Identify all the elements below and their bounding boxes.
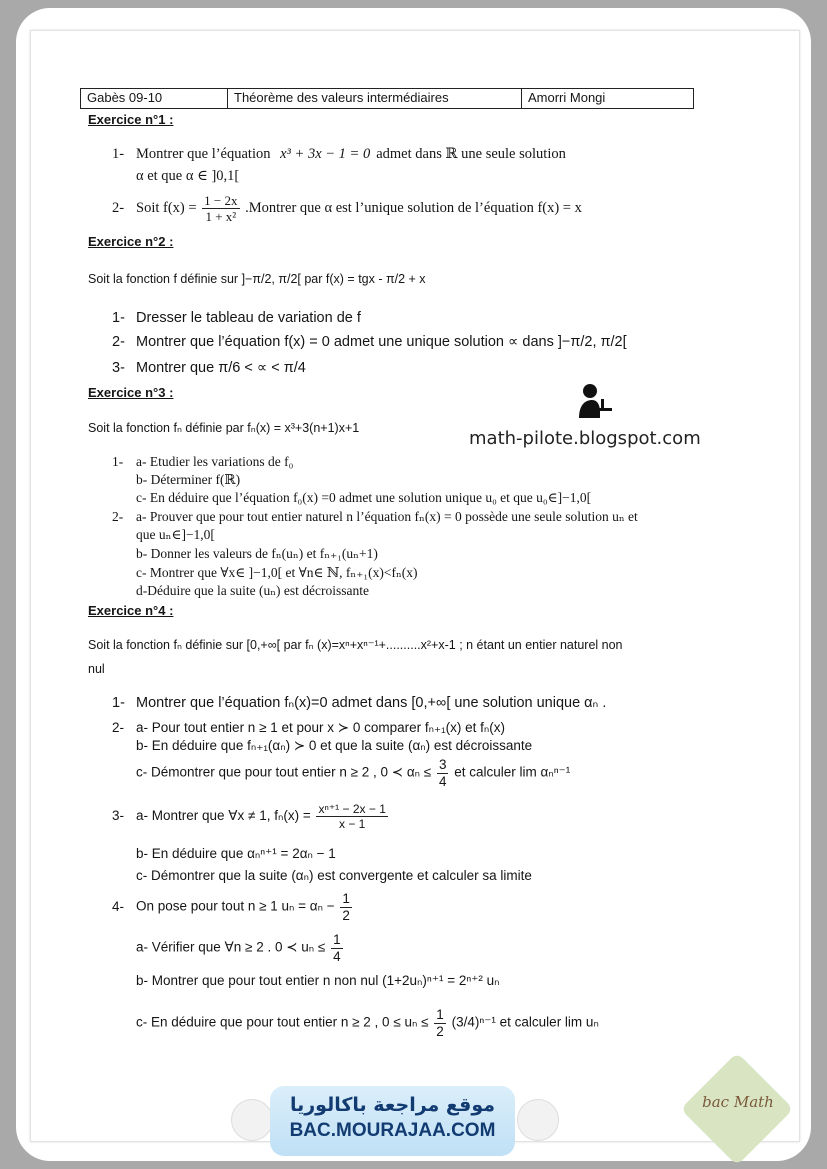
ex4-q3a (112, 803, 390, 830)
fraction (331, 933, 343, 963)
numerator: 1 (333, 932, 341, 947)
ex4-q3c: c- Démontrer que la suite (αₙ) est convergente et calculer sa limite (136, 868, 532, 883)
ex1-q2 (112, 194, 582, 223)
ex3-q2d: d-Déduire que la suite (uₙ) est décroissante (136, 583, 370, 598)
ex1-q1 (112, 146, 566, 163)
exercise-1-title: Exercice n°1 : (88, 112, 174, 127)
ex2-q1 (112, 310, 361, 326)
fraction (202, 194, 239, 223)
equation: x³ + 3x − 1 = 0 (280, 146, 371, 162)
fraction (316, 803, 387, 830)
site-url[interactable]: BAC.MOURAJAA.COM (289, 1120, 496, 1141)
text: Montrer que l’équation (136, 146, 271, 162)
item-number: 2- (112, 509, 124, 524)
header-table (80, 88, 694, 109)
text: a- Montrer que ∀x ≠ 1, fₙ(x) = (136, 808, 311, 824)
text: a- Etudier les variations de f₀ (136, 454, 294, 469)
ex4-q2b: b- En déduire que fₙ₊₁(αₙ) ≻ 0 et que la suite (αₙ) est décroissante (136, 738, 533, 753)
exercise-2-title: Exercice n°2 : (88, 234, 174, 249)
item-number: 4- (112, 898, 125, 914)
blog-url: math-pilote.blogspot.com (469, 428, 701, 449)
ex4-q3b: b- En déduire que αₙⁿ⁺¹ = 2αₙ − 1 (136, 846, 336, 861)
item-number: 2- (112, 720, 125, 735)
text: et calculer lim αₙⁿ⁻¹ (454, 764, 571, 780)
denominator: x − 1 (338, 817, 366, 831)
logo-text: bac Math (702, 1093, 774, 1111)
item-number: 1- (112, 454, 124, 469)
exercise-4-title: Exercice n°4 : (88, 603, 174, 618)
book-icon (517, 1099, 559, 1141)
ex4-q2c (136, 758, 570, 788)
text: Montrer que l’équation f(x) = 0 admet une unique solution ∝ dans ]−π/2, π/2[ (136, 334, 627, 350)
text: π/6 < ∝ < π/4 (218, 360, 306, 376)
ex4-q2a (112, 720, 505, 736)
item-number: 3- (112, 360, 125, 376)
text: .Montrer que α est l’unique solution de l’équation f(x) = x (245, 199, 582, 216)
text: π/2 + x (386, 272, 426, 286)
text: a- Vérifier que ∀n ≥ 2 . 0 ≺ uₙ ≤ (136, 939, 326, 955)
text: Soit la fonction f définie sur (88, 272, 239, 286)
text: c- En déduire que pour tout entier n ≥ 2 , 0 ≤ uₙ ≤ (136, 1014, 429, 1030)
ex4-intro-cont: nul (88, 662, 105, 676)
ex4-intro: Soit la fonction fₙ définie sur [0,+∞[ par fₙ (x)=xⁿ+xⁿ⁻¹+..........x²+x-1 ; n étant un entier naturel non (88, 638, 623, 652)
arabic-title: موقع مراجعة باكالوريا (289, 1094, 496, 1116)
person-laptop-icon (576, 382, 612, 422)
item-number: 2- (112, 334, 125, 350)
exercise-3-title: Exercice n°3 : (88, 385, 174, 400)
denominator: 4 (333, 948, 341, 964)
denominator: 4 (438, 773, 447, 789)
ex1-q1-cont: α et que α ∈ ]0,1[ (136, 168, 240, 184)
ex3-q1a (112, 454, 293, 470)
text: Montrer que l’équation fₙ(x)=0 admet dans [0,+∞[ une solution unique αₙ . (136, 695, 607, 711)
text: a- Pour tout entier n ≥ 1 et pour x ≻ 0 comparer fₙ₊₁(x) et fₙ(x) (136, 720, 506, 735)
text: c- Démontrer que pour tout entier n ≥ 2 , 0 ≺ αₙ ≤ (136, 764, 432, 780)
ex2-q3 (112, 360, 306, 376)
numerator: 1 − 2x (204, 193, 238, 208)
denominator: 2 (436, 1023, 444, 1039)
text: a- Prouver que pour tout entier naturel n l’équation fₙ(x) = 0 possède une seule solution uₙ et (136, 509, 638, 524)
ex4-q1 (112, 695, 606, 711)
book-icon (231, 1099, 273, 1141)
numerator: 3 (438, 757, 447, 772)
ex2-intro (88, 272, 426, 286)
ex3-intro: Soit la fonction fₙ définie par fₙ(x) = x³+3(n+1)x+1 (88, 421, 360, 435)
interval: ]−π/2, π/2[ (241, 272, 301, 286)
item-number: 3- (112, 808, 125, 824)
header-left: Gabès 09-10 (81, 89, 228, 108)
numerator: 1 (342, 891, 350, 906)
ex3-q2a (112, 509, 638, 525)
fraction (437, 758, 449, 788)
header-center: Théorème des valeurs intermédiaires (228, 89, 522, 108)
text: Dresser le tableau de variation de f (136, 310, 361, 326)
ex3-q1b: b- Déterminer f(ℝ) (136, 472, 241, 487)
header-right: Amorri Mongi (528, 90, 606, 105)
denominator: 1 + x² (205, 209, 237, 224)
text: On pose pour tout n ≥ 1 uₙ = αₙ − (136, 898, 335, 914)
numerator: xⁿ⁺¹ − 2x − 1 (318, 802, 386, 816)
ex2-q2 (112, 334, 627, 350)
text: Soit f(x) = (136, 199, 197, 216)
site-banner[interactable] (270, 1086, 515, 1156)
denominator: 2 (342, 907, 350, 923)
ex3-q2b: b- Donner les valeurs de fₙ(uₙ) et fₙ₊₁(uₙ+1) (136, 546, 378, 561)
ex4-q4 (112, 892, 354, 922)
item-number: 2- (112, 199, 125, 216)
text: par f(x) = tgx - (304, 272, 383, 286)
item-number: 1- (112, 310, 125, 326)
numerator: 1 (436, 1007, 444, 1022)
item-number: 1- (112, 695, 125, 711)
ex3-q2a-cont: que uₙ∈]−1,0[ (136, 527, 215, 542)
ex3-q2c: c- Montrer que ∀x∈ ]−1,0[ et ∀n∈ ℕ, fₙ₊₁(x)<fₙ(x) (136, 565, 418, 580)
text: admet dans ℝ une seule solution (376, 146, 566, 162)
text: et calculer lim uₙ (499, 1014, 599, 1030)
fraction (434, 1008, 446, 1038)
power: (3/4)ⁿ⁻¹ (451, 1014, 496, 1030)
ex4-q4c (136, 1008, 599, 1038)
item-number: 1- (112, 146, 125, 162)
fraction (340, 892, 352, 922)
text: Montrer que (136, 360, 215, 376)
ex3-q1c: c- En déduire que l’équation f₀(x) =0 admet une solution unique u₀ et que u₀∈]−1,0[ (136, 490, 592, 505)
ex4-q4a (136, 933, 345, 963)
ex4-q4b: b- Montrer que pour tout entier n non nul (1+2uₙ)ⁿ⁺¹ = 2ⁿ⁺² uₙ (136, 973, 500, 988)
